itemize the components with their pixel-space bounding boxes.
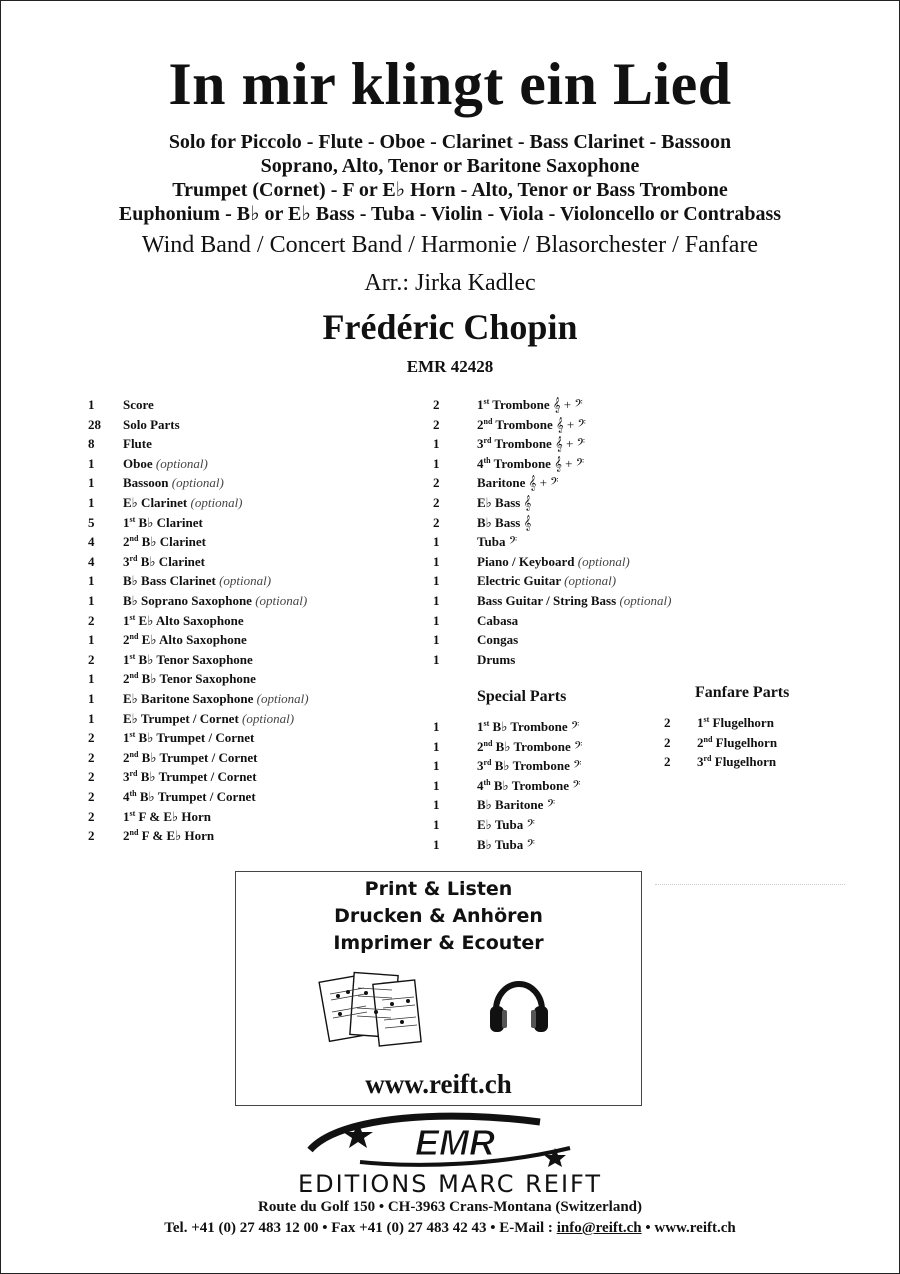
part-ordinal: 2	[123, 828, 130, 844]
part-quantity: 1	[433, 738, 440, 754]
part-quantity: 2	[433, 397, 440, 412]
part-quantity: 1	[88, 632, 95, 648]
part-label: Flugelhorn	[715, 734, 778, 750]
part-ordinal-suffix: nd	[129, 534, 139, 544]
part-optional-note: (optional)	[255, 593, 308, 608]
clef-icon: 𝄞 + 𝄢	[555, 416, 586, 432]
part-name	[477, 795, 555, 814]
part-quantity: 1	[433, 719, 440, 734]
part-ordinal-suffix: nd	[483, 416, 493, 426]
part-name	[123, 552, 205, 571]
part-ordinal-suffix: st	[129, 808, 136, 818]
part-name	[123, 748, 257, 767]
part-ordinal: 3	[697, 754, 704, 770]
part-label: Tuba	[477, 534, 506, 550]
part-label: Oboe	[123, 455, 153, 471]
part-name	[123, 591, 307, 610]
part-label: F & E♭ Horn	[141, 828, 215, 844]
part-ordinal: 2	[123, 671, 130, 687]
band-types: Wind Band / Concert Band / Harmonie / Blasorchester / Fanfare	[141, 232, 759, 258]
page-title: In mir klingt ein Lied	[168, 51, 732, 117]
part-label: Score	[123, 397, 154, 412]
part-name	[477, 434, 585, 453]
part-quantity: 1	[433, 797, 440, 813]
part-ordinal-suffix: th	[483, 777, 491, 787]
part-name	[477, 630, 518, 649]
part-quantity: 2	[88, 789, 95, 804]
part-label: Trombone	[494, 436, 552, 452]
part-name	[477, 776, 581, 795]
part-optional-note: (optional)	[155, 455, 208, 471]
part-quantity: 2	[88, 808, 95, 824]
part-name	[477, 532, 517, 551]
part-name	[477, 454, 584, 473]
part-quantity: 1	[433, 534, 440, 550]
part-quantity: 2	[433, 416, 440, 432]
part-name	[123, 767, 257, 786]
part-label: B♭ Trombone	[493, 777, 569, 793]
part-name	[477, 835, 535, 854]
part-ordinal: 1	[477, 719, 484, 734]
arranger: Arr.: Jirka Kadlec	[364, 270, 536, 296]
part-ordinal: 2	[477, 738, 484, 754]
part-label: B♭ Soprano Saxophone	[123, 593, 252, 608]
instrumentation-line: Trumpet (Cornet) - F or E♭ Horn - Alto, Tenor or Bass Trombone	[172, 179, 728, 201]
clef-icon: 𝄞	[523, 514, 532, 530]
part-ordinal-suffix: rd	[129, 553, 138, 563]
part-quantity: 1	[433, 651, 440, 667]
emr-logo	[300, 1110, 600, 1170]
part-name	[477, 493, 531, 512]
clef-icon: 𝄞 + 𝄢	[552, 397, 583, 412]
part-ordinal: 1	[477, 397, 484, 412]
part-label: B♭ Bass Clarinet	[123, 573, 216, 589]
part-quantity: 2	[433, 475, 440, 491]
part-quantity: 1	[88, 455, 95, 471]
part-quantity: 1	[88, 593, 95, 608]
part-name	[123, 611, 244, 630]
part-label: B♭ Trombone	[492, 719, 568, 734]
part-quantity: 2	[88, 730, 95, 746]
part-label: Flute	[123, 436, 152, 452]
part-name	[477, 552, 630, 571]
part-quantity: 2	[88, 769, 95, 785]
part-ordinal-suffix: rd	[703, 754, 712, 764]
part-quantity: 2	[88, 828, 95, 844]
part-ordinal: 3	[477, 436, 484, 452]
clef-icon: 𝄢	[546, 797, 556, 813]
part-name	[123, 434, 152, 453]
part-quantity: 2	[433, 514, 440, 530]
part-name	[477, 591, 671, 610]
part-label: Baritone	[477, 475, 526, 491]
part-quantity: 1	[88, 475, 95, 491]
part-label: B♭ Trumpet / Cornet	[140, 769, 257, 785]
part-label: E♭ Clarinet	[123, 495, 188, 510]
promo-line-english: Print & Listen	[364, 878, 513, 900]
part-label: E♭ Alto Saxophone	[138, 612, 244, 628]
part-quantity: 1	[433, 632, 440, 648]
part-ordinal-suffix: nd	[129, 632, 139, 642]
part-ordinal-suffix: nd	[703, 734, 713, 744]
part-ordinal: 4	[477, 455, 484, 471]
part-ordinal: 1	[123, 808, 130, 824]
part-label: B♭ Clarinet	[140, 553, 206, 569]
part-ordinal: 2	[477, 416, 484, 432]
part-quantity: 2	[664, 754, 671, 770]
part-quantity: 8	[88, 436, 95, 452]
clef-icon: 𝄞	[523, 495, 532, 510]
part-ordinal: 1	[123, 730, 130, 746]
publisher-address: Route du Golf 150 • CH-3963 Crans-Montana (Switzerland)	[258, 1199, 642, 1215]
part-label: B♭ Trumpet / Cornet	[139, 789, 256, 804]
publisher-name: EDITIONS MARC REIFT	[297, 1170, 603, 1198]
part-name	[477, 737, 582, 756]
part-ordinal: 1	[697, 715, 704, 730]
part-quantity: 2	[88, 651, 95, 667]
part-ordinal-suffix: th	[129, 789, 137, 798]
part-optional-note: (optional)	[219, 573, 272, 589]
part-name	[123, 513, 203, 532]
part-quantity: 28	[88, 416, 101, 432]
clef-icon: 𝄞 + 𝄢	[554, 455, 585, 471]
part-ordinal: 2	[697, 734, 704, 750]
part-name	[123, 571, 271, 590]
part-name	[123, 493, 243, 512]
part-label: B♭ Trumpet / Cornet	[141, 749, 258, 765]
part-ordinal-suffix: st	[129, 514, 136, 524]
part-name	[477, 513, 531, 532]
part-quantity: 2	[88, 749, 95, 765]
clef-icon: 𝄢	[570, 719, 580, 734]
part-quantity: 1	[433, 817, 440, 832]
part-optional-note: (optional)	[619, 593, 672, 608]
part-ordinal: 1	[123, 612, 130, 628]
part-quantity: 1	[433, 777, 440, 793]
part-label: Flugelhorn	[712, 715, 774, 730]
clef-icon: 𝄢	[574, 738, 583, 754]
email-link[interactable]: info@reift.ch	[556, 1220, 642, 1236]
part-name	[123, 826, 214, 845]
part-name	[477, 650, 515, 669]
part-ordinal-suffix: st	[703, 715, 710, 724]
part-name	[123, 395, 154, 414]
website-link[interactable]: www.reift.ch	[365, 1069, 512, 1099]
part-label: Flugelhorn	[714, 754, 777, 770]
part-name	[123, 709, 294, 728]
part-name	[477, 756, 581, 775]
part-ordinal-suffix: nd	[129, 749, 139, 759]
part-label: Congas	[477, 632, 519, 648]
part-ordinal: 2	[123, 749, 130, 765]
part-name	[697, 733, 777, 752]
part-label: Solo Parts	[123, 416, 180, 432]
part-name	[477, 395, 583, 414]
part-name	[477, 473, 559, 492]
clef-icon: 𝄢	[573, 758, 582, 774]
part-quantity: 1	[433, 612, 440, 628]
instrumentation-block	[0, 130, 900, 226]
part-quantity: 1	[433, 836, 440, 852]
part-ordinal-suffix: st	[483, 719, 490, 728]
part-name	[477, 415, 586, 434]
catalog-number: EMR 42428	[406, 357, 494, 376]
part-label: Bassoon	[123, 475, 169, 491]
sheet-music-icon	[318, 968, 428, 1054]
part-ordinal: 2	[123, 534, 130, 550]
part-quantity: 1	[433, 553, 440, 569]
part-label: F & E♭ Horn	[138, 808, 211, 824]
part-optional-note: (optional)	[242, 710, 295, 726]
part-name	[123, 669, 256, 688]
part-quantity: 1	[433, 593, 440, 608]
divider	[655, 884, 845, 885]
part-label: B♭ Clarinet	[138, 514, 203, 530]
part-quantity: 1	[88, 495, 95, 510]
special-parts-heading: Special Parts	[477, 688, 567, 705]
part-label: Electric Guitar	[477, 573, 561, 589]
part-name	[123, 630, 247, 649]
instrumentation-line: Soprano, Alto, Tenor or Baritone Saxophone	[260, 155, 640, 177]
part-label: Trombone	[495, 416, 553, 432]
part-ordinal-suffix: rd	[483, 758, 492, 768]
part-label: B♭ Clarinet	[141, 534, 206, 550]
part-optional-note: (optional)	[564, 573, 617, 589]
part-quantity: 2	[88, 612, 95, 628]
part-label: Trombone	[493, 455, 551, 471]
part-name	[123, 728, 254, 747]
composer: Frédéric Chopin	[322, 307, 578, 347]
part-label: B♭ Tenor Saxophone	[138, 651, 253, 667]
part-name	[123, 454, 208, 473]
part-quantity: 1	[88, 691, 95, 706]
part-name	[123, 807, 211, 826]
fanfare-parts-heading: Fanfare Parts	[695, 684, 790, 701]
part-quantity: 1	[433, 573, 440, 589]
part-ordinal-suffix: rd	[129, 769, 138, 779]
part-ordinal-suffix: th	[483, 455, 491, 465]
clef-icon: 𝄞 + 𝄢	[528, 475, 559, 491]
part-label: B♭ Bass	[477, 514, 521, 530]
part-ordinal: 4	[123, 789, 130, 804]
instrumentation-line: Solo for Piccolo - Flute - Oboe - Clarinet - Bass Clarinet - Bassoon	[168, 131, 732, 153]
part-optional-note: (optional)	[171, 475, 224, 491]
part-ordinal: 2	[123, 632, 130, 648]
part-label: B♭ Trombone	[494, 758, 570, 774]
clef-icon: 𝄢	[526, 836, 535, 852]
part-ordinal: 1	[123, 651, 130, 667]
part-name	[697, 713, 774, 732]
part-quantity: 2	[664, 715, 671, 730]
part-name	[477, 815, 535, 834]
contact-phone-fax: Tel. +41 (0) 27 483 12 00 • Fax +41 (0) 27 483 42 43 • E-Mail :	[164, 1220, 557, 1236]
part-name	[697, 752, 776, 771]
part-ordinal: 4	[477, 777, 484, 793]
part-ordinal-suffix: st	[129, 651, 136, 661]
part-ordinal-suffix: st	[129, 612, 136, 622]
part-name	[123, 415, 180, 434]
part-label: Bass Guitar / String Bass	[477, 593, 617, 608]
part-ordinal: 3	[123, 769, 130, 785]
contact-website: • www.reift.ch	[641, 1220, 736, 1236]
part-label: E♭ Alto Saxophone	[141, 632, 247, 648]
part-label: B♭ Trumpet / Cornet	[138, 730, 255, 746]
part-quantity: 2	[664, 734, 671, 750]
emr-logo-text: EMR	[415, 1122, 495, 1163]
part-label: E♭ Trumpet / Cornet	[123, 710, 239, 726]
clef-icon: 𝄢	[572, 777, 581, 793]
part-quantity: 4	[88, 553, 95, 569]
clef-icon: 𝄢	[508, 534, 518, 550]
part-quantity: 4	[88, 534, 95, 550]
part-label: B♭ Tenor Saxophone	[141, 671, 256, 687]
part-name	[477, 611, 518, 630]
part-quantity: 1	[433, 455, 440, 471]
part-label: E♭ Tuba	[477, 817, 524, 832]
part-quantity: 5	[88, 514, 95, 530]
part-quantity: 1	[88, 710, 95, 726]
part-quantity: 1	[88, 573, 95, 589]
part-label: B♭ Tuba	[477, 836, 524, 852]
part-name	[477, 717, 579, 736]
part-name	[123, 473, 224, 492]
part-name	[123, 532, 206, 551]
promo-line-german: Drucken & Anhören	[334, 905, 543, 927]
part-ordinal: 3	[123, 553, 130, 569]
part-ordinal: 3	[477, 758, 484, 774]
part-label: B♭ Trombone	[495, 738, 571, 754]
part-ordinal-suffix: nd	[483, 738, 493, 748]
part-ordinal-suffix: nd	[129, 828, 139, 838]
part-ordinal-suffix: st	[483, 397, 490, 406]
part-quantity: 1	[433, 436, 440, 452]
part-optional-note: (optional)	[190, 495, 243, 510]
part-label: E♭ Bass	[477, 495, 521, 510]
clef-icon: 𝄞 + 𝄢	[555, 436, 585, 452]
part-ordinal-suffix: rd	[483, 436, 492, 446]
part-label: Trombone	[492, 397, 550, 412]
clef-icon: 𝄢	[526, 817, 535, 832]
part-quantity: 1	[88, 397, 95, 412]
part-quantity: 1	[433, 758, 440, 774]
part-optional-note: (optional)	[577, 553, 630, 569]
part-label: Piano / Keyboard	[477, 553, 575, 569]
part-name	[477, 571, 616, 590]
part-ordinal: 1	[123, 514, 130, 530]
part-name	[123, 787, 256, 806]
part-optional-note: (optional)	[256, 691, 309, 706]
promo-line-french: Imprimer & Ecouter	[333, 932, 544, 954]
part-name	[123, 689, 309, 708]
part-label: E♭ Baritone Saxophone	[123, 691, 254, 706]
part-quantity: 2	[433, 495, 440, 510]
part-quantity: 1	[88, 671, 95, 687]
part-label: B♭ Baritone	[477, 797, 544, 813]
publisher-contact	[0, 1220, 900, 1237]
part-ordinal-suffix: st	[129, 730, 136, 740]
part-name	[123, 650, 253, 669]
part-label: Cabasa	[477, 612, 519, 628]
print-listen-box	[235, 871, 642, 1106]
instrumentation-line: Euphonium - B♭ or E♭ Bass - Tuba - Violin - Viola - Violoncello or Contrabass	[118, 203, 782, 225]
part-ordinal-suffix: nd	[129, 671, 139, 681]
part-label: Drums	[477, 651, 516, 667]
headphones-icon	[486, 968, 552, 1038]
